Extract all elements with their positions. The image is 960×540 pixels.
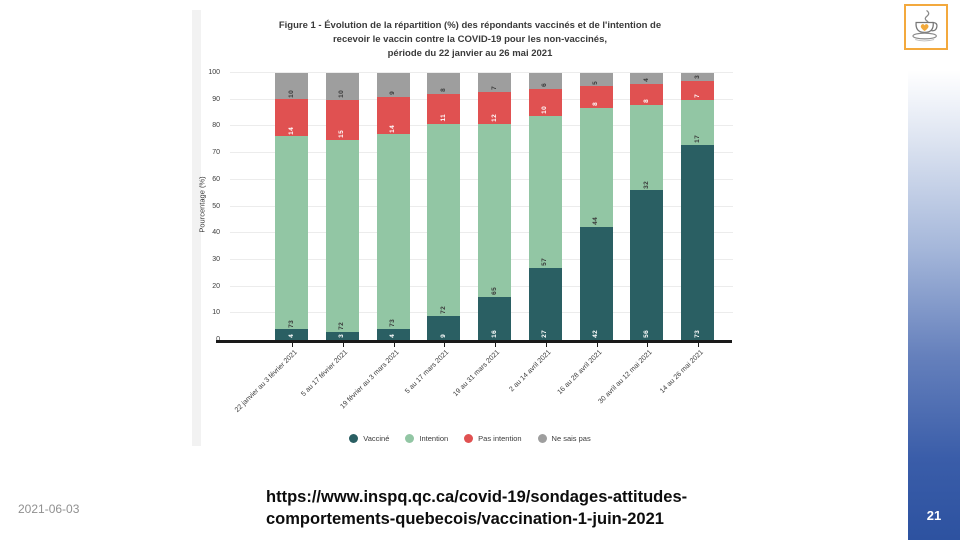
- legend-item-ne-sais-pas: [538, 434, 591, 443]
- x-axis-label: 16 au 28 avril 2021: [556, 349, 604, 397]
- chart-legend: [220, 434, 720, 443]
- segment-value-label: 12: [490, 113, 498, 122]
- bar-segment-vacciné: [275, 329, 308, 340]
- bar-segment-intention: [275, 136, 308, 329]
- bar-segment-pas-intention: [275, 99, 308, 136]
- legend-label: Vacciné: [363, 434, 390, 443]
- plot-area: [230, 73, 733, 340]
- x-axis-labels: [230, 347, 733, 417]
- bar-segment-ne-sais-pas: [326, 73, 359, 100]
- bar-segment-vacciné: [478, 297, 511, 340]
- bar-segment-vacciné: [580, 227, 613, 340]
- chart-panel: [190, 6, 750, 454]
- segment-value-label: 27: [541, 330, 548, 338]
- segment-value-label: 10: [338, 89, 345, 98]
- y-tick-label: 60: [212, 175, 220, 183]
- y-tick-label: 40: [212, 229, 220, 237]
- segment-value-label: 10: [541, 105, 548, 114]
- x-axis-label: 5 au 17 mars 2021: [404, 349, 451, 396]
- segment-value-label: 3: [693, 75, 701, 80]
- x-axis-label: 14 au 26 mai 2021: [658, 349, 705, 395]
- segment-value-label: 8: [591, 102, 599, 107]
- bar-group: [377, 73, 410, 340]
- segment-value-label: 8: [642, 99, 650, 104]
- segment-value-label: 15: [338, 129, 345, 138]
- bar-group: [478, 73, 511, 340]
- bar-segment-pas-intention: [478, 92, 511, 124]
- bar-segment-ne-sais-pas: [478, 73, 511, 92]
- slide-date: 2021-06-03: [18, 502, 80, 516]
- legend-label: Ne sais pas: [551, 434, 591, 443]
- bar-segment-vacciné: [529, 268, 562, 340]
- y-tick-label: 30: [212, 255, 220, 263]
- segment-value-label: 14: [287, 126, 295, 135]
- chart-title-line2: recevoir le vaccin contre la COVID-19 pour les non-vaccinés,: [332, 33, 608, 45]
- x-axis-label: 30 avril au 12 mai 2021: [597, 349, 654, 406]
- source-url-line2: comportements-quebecois/vaccination-1-juin-2021: [266, 510, 664, 529]
- bar-segment-pas-intention: [529, 89, 562, 116]
- bar-segment-intention: [377, 134, 410, 329]
- bar-group: [529, 73, 562, 340]
- y-axis-tick-labels: [190, 69, 224, 340]
- logo-box: [904, 4, 948, 50]
- y-tick-label: 50: [212, 202, 220, 210]
- bar-segment-pas-intention: [630, 84, 663, 105]
- bar-segment-ne-sais-pas: [580, 73, 613, 86]
- bar-segment-ne-sais-pas: [681, 73, 714, 81]
- bar-segment-intention: [427, 124, 460, 316]
- segment-value-label: 65: [490, 287, 498, 296]
- coffee-cup-heart-icon: [908, 8, 944, 46]
- page-number: 21: [926, 508, 942, 523]
- bar-group: [580, 73, 613, 340]
- segment-value-label: 7: [490, 85, 498, 90]
- y-tick-label: 70: [212, 149, 220, 157]
- segment-value-label: 7: [693, 93, 701, 98]
- x-axis-label: 5 au 17 février 2021: [300, 349, 350, 398]
- x-axis-label: 19 février au 3 mars 2021: [339, 349, 401, 411]
- bar-segment-intention: [326, 140, 359, 332]
- segment-value-label: 14: [388, 124, 396, 133]
- bar-segment-intention: [580, 108, 613, 227]
- legend-color-dot: [464, 434, 473, 443]
- bar-group: [630, 73, 663, 340]
- legend-label: Intention: [419, 434, 449, 443]
- segment-value-label: 72: [338, 322, 345, 330]
- segment-value-label: 6: [541, 83, 548, 88]
- legend-label: Pas intention: [478, 434, 522, 443]
- bar-group: [427, 73, 460, 340]
- bar-segment-pas-intention: [326, 100, 359, 140]
- legend-item-pas-intention: [464, 434, 521, 443]
- segment-value-label: 56: [642, 330, 650, 338]
- y-tick-label: 10: [212, 309, 220, 317]
- segment-value-label: 16: [490, 330, 498, 338]
- source-url: [266, 486, 687, 531]
- segment-value-label: 42: [591, 330, 599, 338]
- segment-value-label: 5: [591, 80, 599, 85]
- segment-value-label: 73: [693, 330, 701, 338]
- segment-value-label: 10: [287, 89, 295, 98]
- bar-segment-ne-sais-pas: [377, 73, 410, 97]
- bar-segment-pas-intention: [681, 81, 714, 100]
- segment-value-label: 9: [388, 91, 396, 96]
- segment-value-label: 17: [693, 135, 701, 144]
- y-tick-label: 80: [212, 122, 220, 130]
- bar-segment-intention: [478, 124, 511, 298]
- right-gradient-bar: [908, 0, 960, 540]
- legend-color-dot: [405, 434, 414, 443]
- chart-title: [220, 19, 720, 60]
- segment-value-label: 9: [439, 334, 447, 338]
- x-axis-label: 2 au 14 avril 2021: [508, 349, 553, 394]
- bar-group: [681, 73, 714, 340]
- legend-color-dot: [349, 434, 358, 443]
- bar-segment-ne-sais-pas: [630, 73, 663, 84]
- bar-segment-vacciné: [326, 332, 359, 340]
- chart-title-line3: période du 22 janvier au 26 mai 2021: [387, 47, 553, 59]
- x-axis-label: 19 au 31 mars 2021: [452, 349, 502, 398]
- bar-segment-pas-intention: [427, 94, 460, 123]
- segment-value-label: 73: [287, 319, 295, 328]
- y-tick-label: 20: [212, 282, 220, 290]
- segment-value-label: 4: [642, 77, 650, 82]
- bar-segment-vacciné: [427, 316, 460, 340]
- bar-segment-vacciné: [630, 190, 663, 340]
- segment-value-label: 8: [439, 88, 447, 93]
- y-tick-label: 90: [212, 95, 220, 103]
- bar-segment-vacciné: [681, 145, 714, 340]
- bar-segment-intention: [630, 105, 663, 190]
- segment-value-label: 4: [287, 334, 295, 338]
- y-axis-label: Pourcentage (%): [197, 176, 207, 233]
- source-url-line1: https://www.inspq.qc.ca/covid-19/sondages-attitudes-: [266, 488, 688, 506]
- segment-value-label: 44: [591, 216, 599, 225]
- segment-value-label: 32: [642, 180, 650, 189]
- segment-value-label: 3: [338, 334, 345, 338]
- bar-segment-vacciné: [377, 329, 410, 340]
- segment-value-label: 11: [439, 114, 447, 122]
- segment-value-label: 72: [439, 306, 447, 314]
- segment-value-label: 4: [388, 334, 396, 338]
- x-axis-label: 22 janvier au 3 février 2021: [233, 349, 299, 414]
- legend-item-vacciné: [349, 434, 389, 443]
- y-tick-label: 100: [208, 69, 220, 76]
- segment-value-label: 57: [541, 258, 548, 266]
- bar-segment-ne-sais-pas: [427, 73, 460, 94]
- chart-title-line1: Figure 1 - Évolution de la répartition (%) des répondants vaccinés et de l'intention de: [278, 20, 662, 31]
- legend-item-intention: [405, 434, 448, 443]
- bar-segment-ne-sais-pas: [275, 73, 308, 99]
- bar-segment-pas-intention: [580, 86, 613, 108]
- bar-segment-intention: [681, 100, 714, 145]
- bar-group: [326, 73, 359, 340]
- bar-segment-ne-sais-pas: [529, 73, 562, 89]
- segment-value-label: 73: [388, 319, 396, 328]
- bar-group: [275, 73, 308, 340]
- bar-segment-intention: [529, 116, 562, 268]
- legend-color-dot: [538, 434, 547, 443]
- bar-segment-pas-intention: [377, 97, 410, 134]
